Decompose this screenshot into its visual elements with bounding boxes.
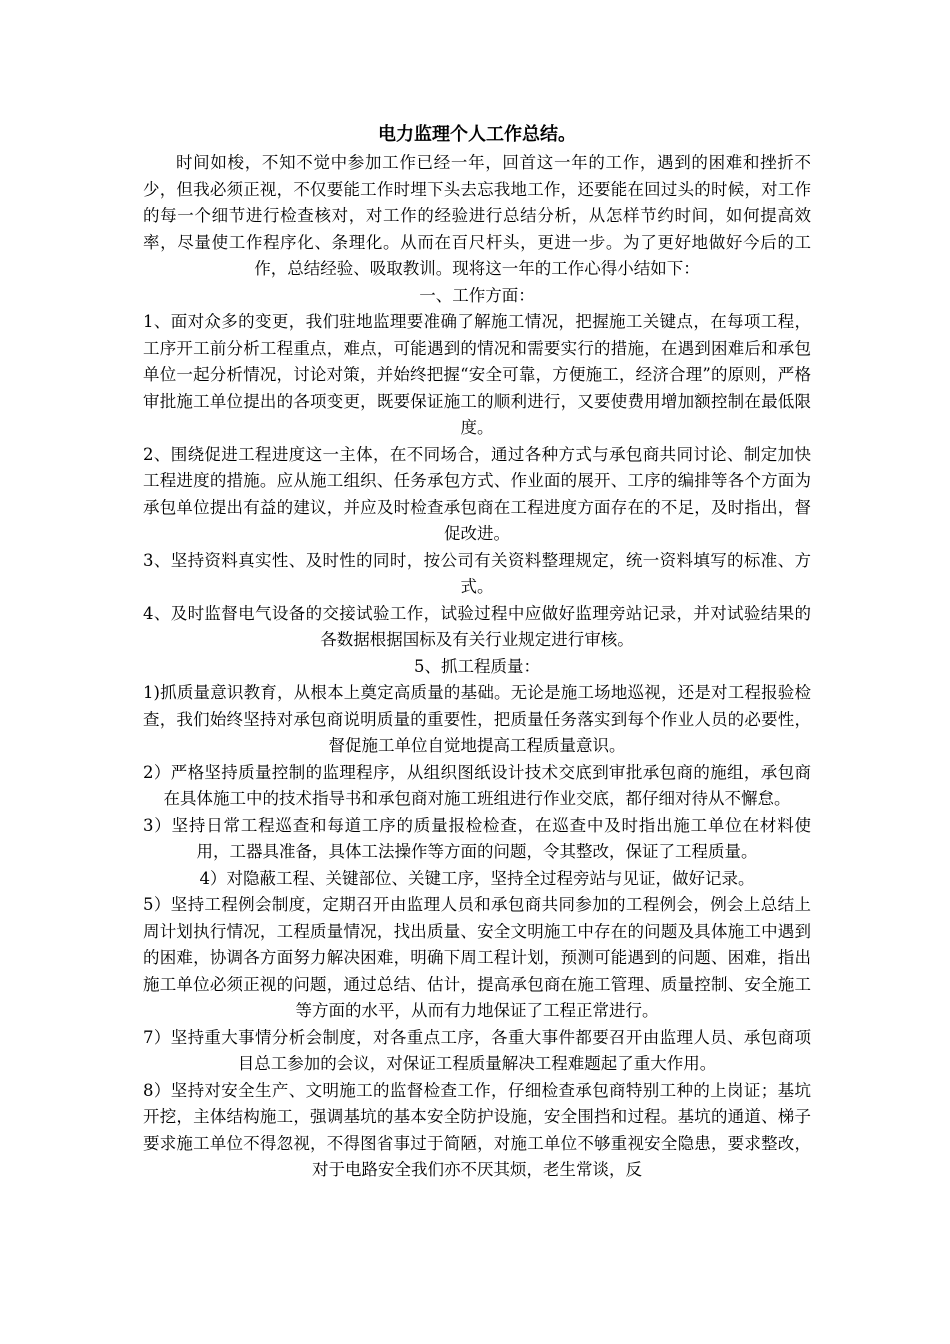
document-page [143,120,811,1184]
work-item-3: 3、坚持资料真实性、及时性的同时，按公司有关资料整理规定，统一资料填写的标准、方式。 [143,550,811,596]
quality-item-2: 2）严格坚持质量控制的监理程序，从组织图纸设计技术交底到审批承包商的施组，承包商在具体施工中的技术指导书和承包商对施工班组进行作业交底，都仔细对待从不懈怠。 [143,762,811,808]
work-item-4: 4、及时监督电气设备的交接试验工作，试验过程中应做好监理旁站记录，并对试验结果的各数据根据国标及有关行业规定进行审核。 [143,603,811,649]
quality-item-5: 5）坚持工程例会制度，定期召开由监理人员和承包商共同参加的工程例会，例会上总结上周计划执行情况，工程质量情况，找出质量、安全文明施工中存在的问题及具体施工中遇到的困难，协调各方面努力解决困难，明确下周工程计划，预测可能遇到的问题、困难，指出施工单位必须正视的问题，通过总结、估计，提高承包商在施工管理、质量控制、安全施工等方面的水平，从而有力地保证了工程正常进行。 [143,895,811,1020]
quality-item-4: 4）对隐蔽工程、关键部位、关键工序，坚持全过程旁站与见证，做好记录。 [199,868,755,888]
quality-item-3: 3）坚持日常工程巡查和每道工序的质量报检检查，在巡查中及时指出施工单位在材料使用，工器具准备，具体工法操作等方面的问题，令其整改，保证了工程质量。 [143,815,811,861]
quality-item-1: 1)抓质量意识教育，从根本上奠定高质量的基础。无论是施工场地巡视，还是对工程报验检查，我们始终坚持对承包商说明质量的重要性，把质量任务落实到每个作业人员的必要性，督促施工单位自觉地提高工程质量意识。 [143,683,811,755]
section-heading-quality: 5、抓工程质量： [414,656,540,676]
quality-item-8: 8）坚持对安全生产、文明施工的监督检查工作，仔细检查承包商特别工种的上岗证；基坑开挖，主体结构施工，强调基坑的基本安全防护设施，安全围挡和过程。基坑的通道、梯子要求施工单位不得忽视，不得图省事过于简陋，对施工单位不够重视安全隐患，要求整改，对于电路安全我们亦不厌其烦，老生常谈，反 [143,1080,811,1179]
section-heading-work: 一、工作方面： [419,285,535,305]
work-item-2: 2、围绕促进工程进度这一主体，在不同场合，通过各种方式与承包商共同讨论、制定加快工程进度的措施。应从施工组织、任务承包方式、作业面的展开、工序的编排等各个方面为承包单位提出有益的建议，并应及时检查承包商在工程进度方面存在的不足，及时指出，督促改进。 [143,444,811,543]
document-title: 电力监理个人工作总结。 [378,124,576,145]
intro-paragraph: 时间如梭，不知不觉中参加工作已经一年，回首这一年的工作，遇到的困难和挫折不少，但我必须正视，不仅要能工作时埋下头去忘我地工作，还要能在回过头的时候，对工作的每一个细节进行检查核对，对工作的经验进行总结分析，从怎样节约时间，如何提高效率，尽量使工作程序化、条理化。从而在百尺杆头，更进一步。为了更好地做好今后的工作，总结经验、吸取教训。现将这一年的工作心得小结如下： [143,153,811,278]
work-item-1: 1、面对众多的变更，我们驻地监理要准确了解施工情况，把握施工关键点，在每项工程，工序开工前分析工程重点，难点，可能遇到的情况和需要实行的措施，在遇到困难后和承包单位一起分析情况，讨论对策，并始终把握“安全可靠，方便施工，经济合理”的原则，严格审批施工单位提出的各项变更，既要保证施工的顺利进行，又要使费用增加额控制在最低限度。 [143,312,811,437]
quality-item-7: 7）坚持重大事情分析会制度，对各重点工序，各重大事件都要召开由监理人员、承包商项目总工参加的会议，对保证工程质量解决工程难题起了重大作用。 [143,1027,811,1073]
